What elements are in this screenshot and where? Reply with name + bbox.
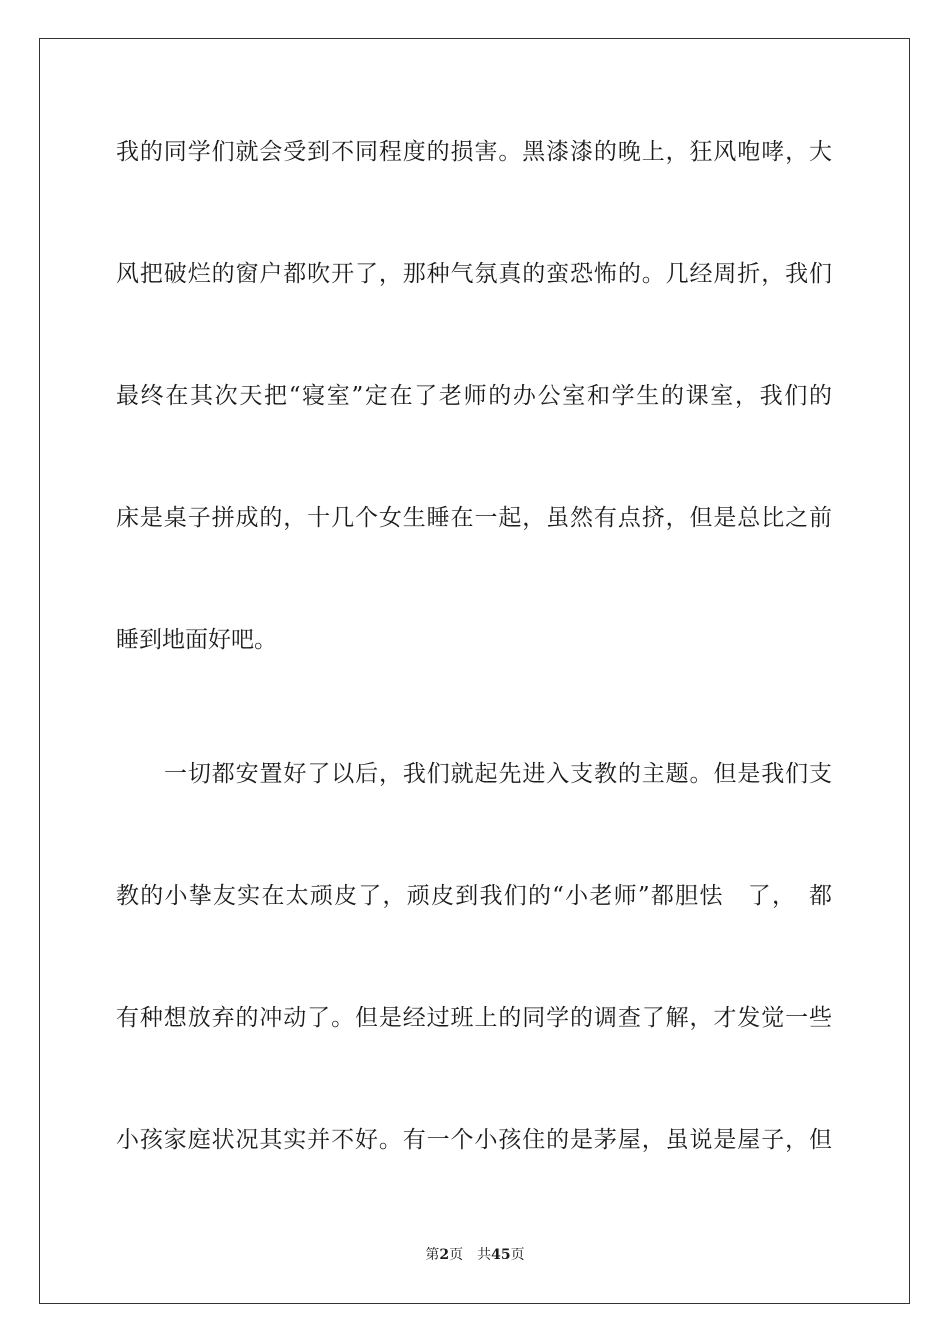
text-line-2: 风把破烂的窗户都吹开了，那种气氛真的蛮恐怖的。几经周折，我们 xyxy=(116,261,832,287)
total-suffix: 页 xyxy=(510,1247,525,1263)
text-line-6: 一切都安置好了以后，我们就起先进入支教的主题。但是我们支 xyxy=(164,761,832,787)
text-line-1: 我的同学们就会受到不同程度的损害。黑漆漆的晚上，狂风咆哮，大 xyxy=(116,139,832,165)
page-prefix: 第 xyxy=(425,1247,440,1263)
text-line-8: 有种想放弃的冲动了。但是经过班上的同学的调查了解，才发觉一些 xyxy=(116,1005,832,1031)
text-line-9: 小孩家庭状况其实并不好。有一个小孩住的是茅屋，虽说是屋子，但 xyxy=(116,1127,832,1153)
text-line-7: 教的小挚友实在太顽皮了，顽皮到我们的“小老师”都胆怯 了， 都 xyxy=(116,883,832,909)
text-line-4: 床是桌子拼成的，十几个女生睡在一起，虽然有点挤，但是总比之前 xyxy=(116,505,832,531)
total-pages: 45 xyxy=(491,1247,511,1263)
page-border xyxy=(39,38,910,1304)
page-suffix: 页 xyxy=(449,1247,464,1263)
text-line-5: 睡到地面好吧。 xyxy=(116,627,277,653)
page-number: 2 xyxy=(439,1247,450,1263)
page-footer xyxy=(0,1246,950,1264)
total-prefix: 共 xyxy=(477,1247,492,1263)
text-line-3: 最终在其次天把“寝室”定在了老师的办公室和学生的课室，我们的 xyxy=(116,383,832,409)
